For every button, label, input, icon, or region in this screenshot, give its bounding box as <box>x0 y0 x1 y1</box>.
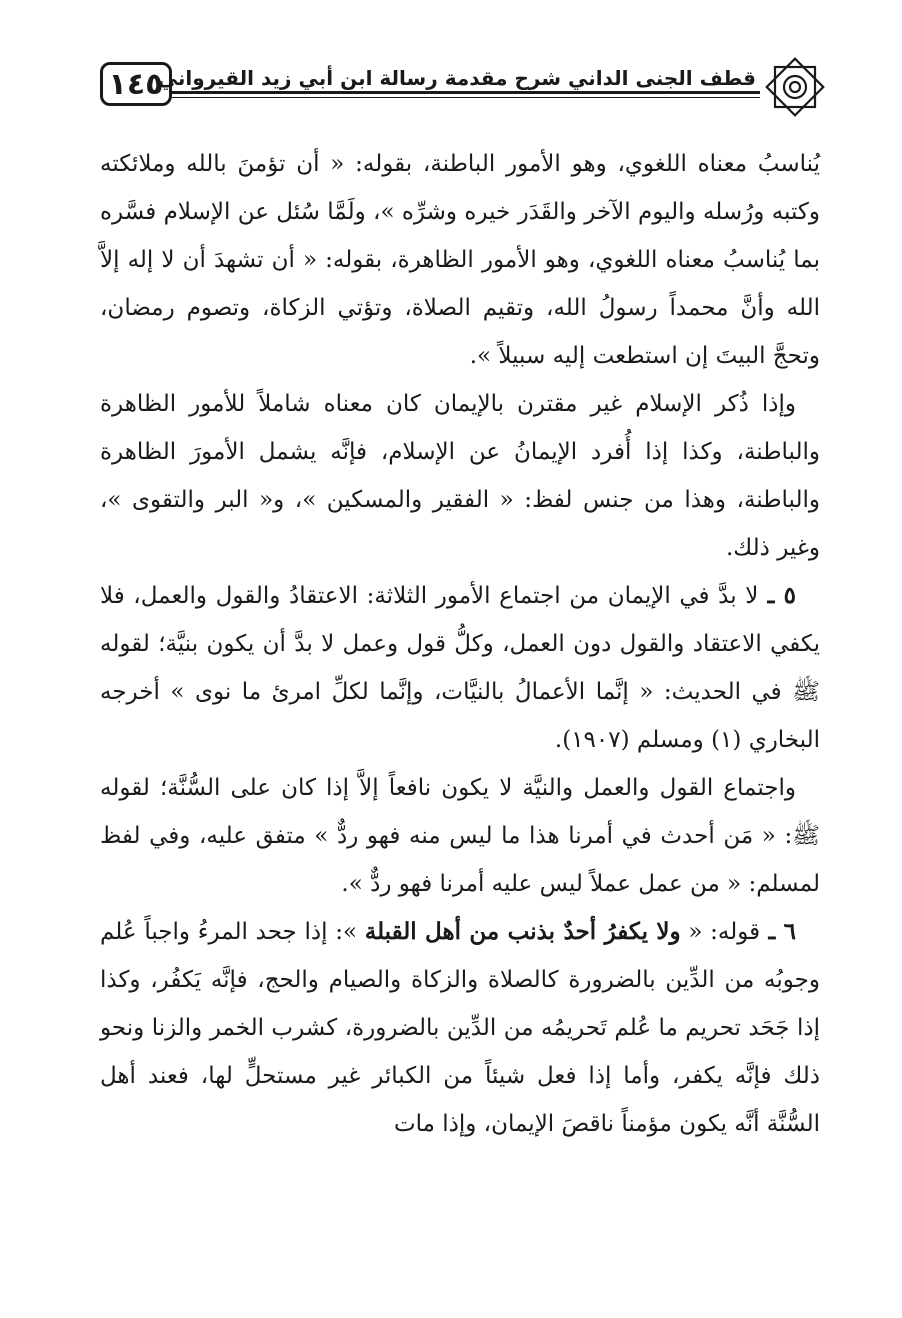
header-rule <box>172 91 760 94</box>
text-span: وإذا ذُكر الإسلام غير مقترن بالإيمان كان معناه شاملاً للأمور الظاهرة والباطنة، وكذا إذا أُفرد الإيمانُ عن الإسلام، فإنَّه يشمل الأمورَ الظاهرة والباطنة، وهذا من جنس لفظ: « الفقير والمسكين »، و« البر والتقوى »، وغير ذلك. <box>100 391 820 561</box>
bold-text-span: ٦ ـ <box>760 918 796 945</box>
running-title: قطف الجنى الداني شرح مقدمة رسالة ابن أبي زيد القيرواني <box>157 66 756 90</box>
paragraph <box>100 908 820 1148</box>
text-span: »: إذا جحد المرءُ واجباً عُلم وجوبُه من الدِّين بالضرورة كالصلاة والزكاة والصيام والحج، فإنَّه يَكفُر، وكذا إذا جَحَد تحريم ما عُلم تَحريمُه من الدِّين بالضرورة، كشرب الخمر والزنا ونحو ذلك فإنَّه يكفر، وأما إذا فعل شيئاً من الكبائر غير مستحلٍّ لها، فعند أهل السُّنَّة أنَّه يكون مؤمناً ناقصَ الإيمان، وإذا مات <box>100 919 821 1137</box>
bold-text-span: ٥ ـ <box>758 582 796 609</box>
text-span: واجتماع القول والعمل والنيَّة لا يكون نافعاً إلاَّ إذا كان على السُّنَّة؛ لقوله ﷺ: « مَن أحدث في أمرنا هذا ما ليس منه فهو ردٌّ » متفق عليه، وفي لفظ لمسلم: « من عمل عملاً ليس عليه أمرنا فهو ردٌّ ». <box>100 775 820 897</box>
paragraph <box>100 380 820 572</box>
bold-text-span: ولا يكفرُ أحدٌ بذنب من أهل القبلة <box>364 918 681 945</box>
text-span: قوله: « <box>680 919 761 945</box>
star-ornament-icon <box>760 52 830 122</box>
text-span: لا بدَّ في الإيمان من اجتماع الأمور الثلاثة: الاعتقادُ والقول والعمل، فلا يكفي الاعتقاد والقول دون العمل، وكلُّ قول وعمل لا بدَّ أن يكون بنيَّة؛ لقوله ﷺ في الحديث: « إنَّما الأعمالُ بالنيَّات، وإنَّما لكلِّ امرئ ما نوى » أخرجه البخاري (١) ومسلم (١٩٠٧). <box>100 583 820 753</box>
paragraph <box>100 572 820 764</box>
text-span: يُناسبُ معناه اللغوي، وهو الأمور الباطنة، بقوله: « أن تؤمنَ بالله وملائكته وكتبه ورُسله واليوم الآخر والقَدَر خيره وشرِّه »، ولَمَّا سُئل عن الإسلام فسَّره بما يُناسبُ معناه اللغوي، وهو الأمور الظاهرة، بقوله: « أن تشهدَ أن لا إله إلاَّ الله وأنَّ محمداً رسولُ الله، وتقيم الصلاة، وتؤتي الزكاة، وتصوم رمضان، وتحجَّ البيتَ إن استطعت إليه سبيلاً ». <box>100 151 821 369</box>
page-number: ١٤٥ <box>100 62 172 106</box>
main-text <box>100 140 820 1148</box>
paragraph <box>100 140 820 380</box>
header-rule-thin <box>172 97 760 98</box>
paragraph <box>100 764 820 908</box>
page-header <box>100 52 820 128</box>
